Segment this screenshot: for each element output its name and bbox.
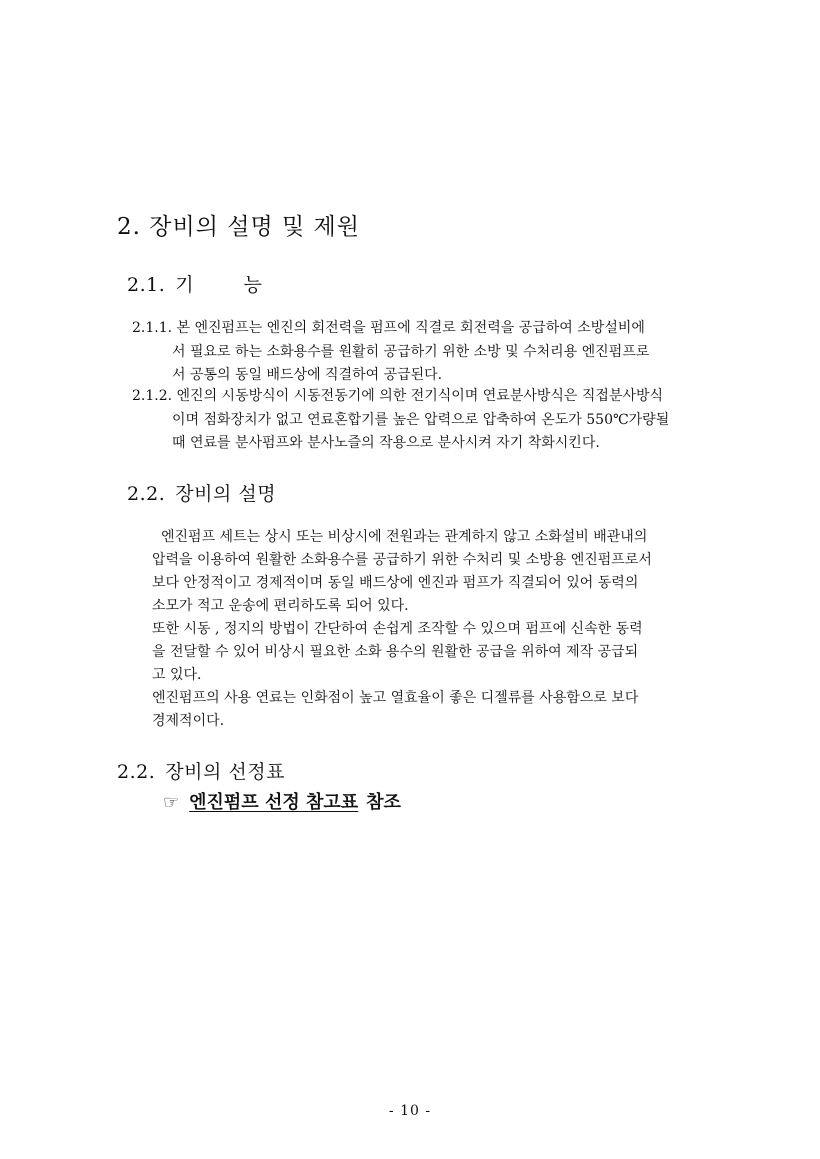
page-number: - 10 - — [388, 1103, 432, 1119]
paragraph-line: 경제적이다. — [152, 713, 225, 729]
main-heading: 2. 장비의 설명 및 제원 — [117, 214, 360, 240]
item-number: 2.1.1. — [132, 320, 173, 336]
item-text-line: 이며 점화장치가 없고 연료혼합기를 높은 압력으로 압축하여 온도가 550℃가량될 — [172, 411, 670, 428]
section-title: 장비의 선정표 — [165, 761, 285, 783]
pointing-hand-icon: ☞ — [163, 792, 180, 813]
description-paragraph-3 — [152, 687, 752, 733]
paragraph-line: 엔진펌프의 사용 연료는 인화점이 높고 열효율이 좋은 디젤류를 사용함으로 보다 — [152, 690, 639, 706]
item-text-line: 서 공통의 동일 배드상에 직결하여 공급된다. — [172, 367, 443, 383]
section-number: 2.1. — [127, 274, 166, 296]
item-text-line: 서 필요로 하는 소화용수를 원활히 공급하기 위한 소방 및 수처리용 엔진펌프로 — [172, 343, 650, 360]
description-paragraph-2 — [152, 618, 752, 687]
paragraph-line: 보다 안정적이고 경제적이며 동일 배드상에 엔진과 펌프가 직결되어 있어 동력의 — [152, 575, 639, 591]
paragraph-line: 고 있다. — [152, 667, 202, 683]
item-text-line: 때 연료를 분사펌프와 분사노즐의 작용으로 분사시켜 자기 착화시킨다. — [172, 435, 600, 451]
paragraph-line: 엔진펌프 세트는 상시 또는 비상시에 전원과는 관계하지 않고 소화설비 배관내의 — [161, 529, 648, 545]
section-function-heading — [127, 270, 284, 297]
description-paragraph-1 — [152, 526, 752, 618]
section-title: 장비의 설명 — [175, 483, 277, 505]
section-number: 2.2. — [127, 483, 166, 505]
section-description-heading — [127, 479, 276, 506]
section-number: 2.2. — [117, 761, 156, 783]
section-title: 기 능 — [175, 274, 285, 296]
paragraph-line: 또한 시동 , 정지의 방법이 간단하여 손쉽게 조작할 수 있으며 펌프에 신속한 동력 — [152, 621, 643, 637]
function-item-2 — [132, 385, 757, 456]
paragraph-line: 을 전달할 수 있어 비상시 필요한 소화 용수의 원활한 공급을 위하여 제작 공급되 — [152, 644, 639, 660]
selection-reference — [163, 788, 401, 814]
reference-suffix: 참조 — [366, 792, 401, 813]
paragraph-line: 소모가 적고 운송에 편리하도록 되어 있다. — [152, 598, 409, 614]
selection-table-link[interactable]: 엔진펌프 선정 참고표 — [189, 792, 359, 813]
section-selection-heading — [117, 757, 285, 784]
item-text-line: 엔진의 시동방식이 시동전동기에 의한 전기식이며 연료분사방식은 직접분사방식 — [176, 388, 664, 404]
function-item-1 — [132, 317, 757, 388]
item-number: 2.1.2. — [132, 388, 173, 404]
paragraph-line: 압력을 이용하여 원활한 소화용수를 공급하기 위한 수처리 및 소방용 엔진펌프로서 — [152, 552, 652, 568]
item-text-line: 본 엔진펌프는 엔진의 회전력을 펌프에 직결로 회전력을 공급하여 소방설비에 — [176, 320, 645, 336]
